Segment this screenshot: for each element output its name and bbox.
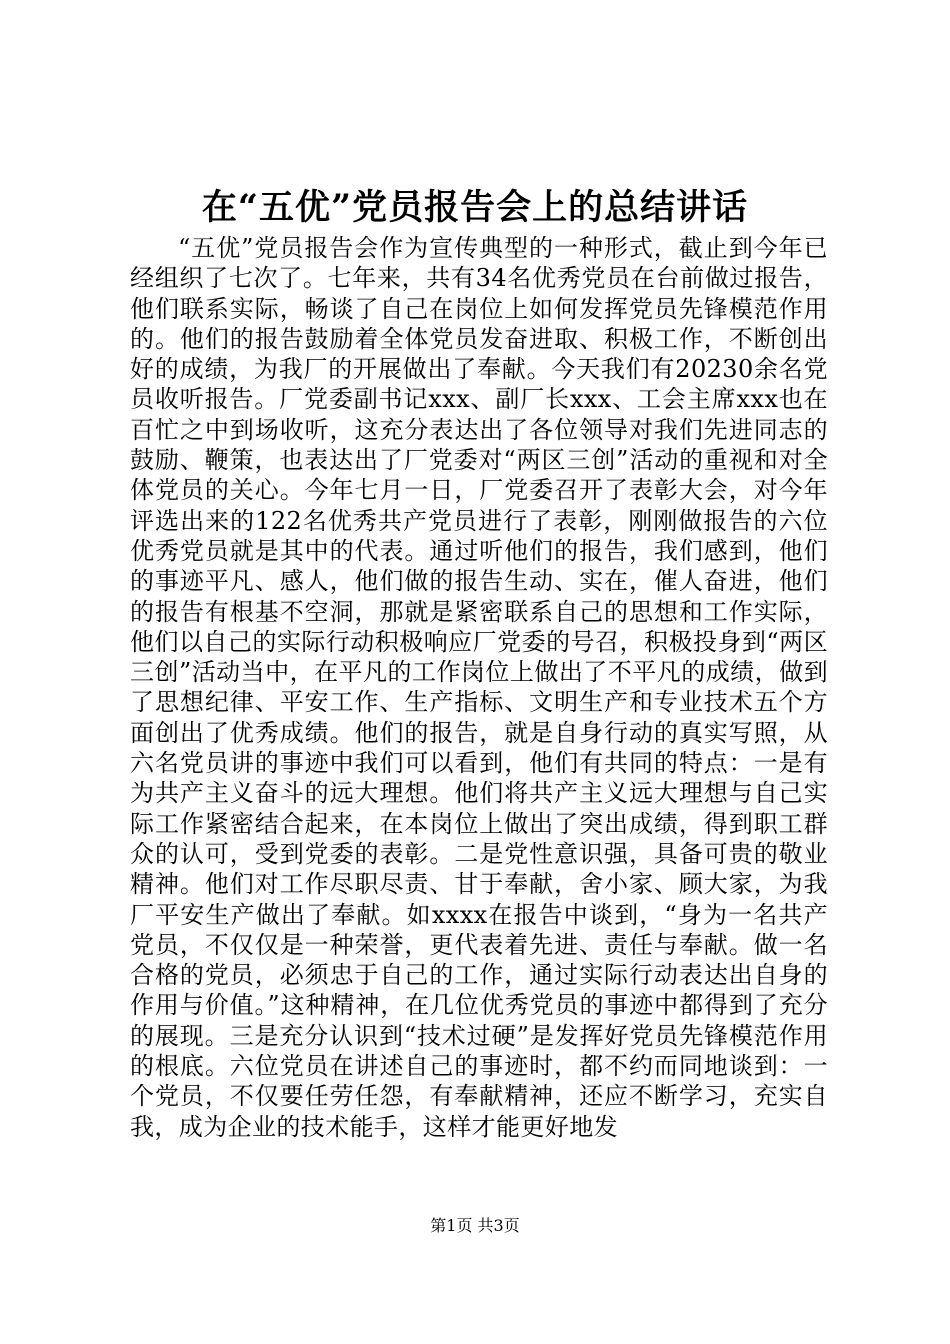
page-number-footer: 第1页 共3页 xyxy=(430,1216,520,1235)
body-paragraph: “五优”党员报告会作为宣传典型的一种形式，截止到今年已经组织了七次了。七年来，共有34名优秀党员在台前做过报告，他们联系实际，畅谈了自己在岗位上如何发挥党员先锋模范作用的。他们的报告鼓励着全体党员发奋进取、积极工作，不断创出好的成绩，为我厂的开展做出了奉献。今天我们有20230余名党员收听报告。厂党委副书记xxx、副厂长xxx、工会主席xxx也在百忙之中到场收听，这充分表达出了各位领导对我们先进同志的鼓励、鞭策，也表达出了厂党委对“两区三创”活动的重视和对全体党员的关心。今年七月一日，厂党委召开了表彰大会，对今年评选出来的122名优秀共产党员进行了表彰，刚刚做报告的六位优秀党员就是其中的代表。通过听他们的报告，我们感到，他们的事迹平凡、感人，他们做的报告生动、实在，催人奋进，他们的报告有根基不空洞，那就是紧密联系自己的思想和工作实际，他们以自己的实际行动积极响应厂党委的号召，积极投身到“两区三创”活动当中，在平凡的工作岗位上做出了不平凡的成绩，做到了思想纪律、平安工作、生产指标、文明生产和专业技术五个方面创出了优秀成绩。他们的报告，就是自身行动的真实写照，从六名党员讲的事迹中我们可以看到，他们有共同的特点：一是有为共产主义奋斗的远大理想。他们将共产主义远大理想与自己实际工作紧密结合起来，在本岗位上做出了突出成绩，得到职工群众的认可，受到党委的表彰。二是党性意识强，具备可贵的敬业精神。他们对工作尽职尽责、甘于奉献，舍小家、顾大家，为我厂平安生产做出了奉献。如xxxx在报告中谈到，“身为一名共产党员，不仅仅是一种荣誉，更代表着先进、责任与奉献。做一名合格的党员，必须忠于自己的工作，通过实际行动表达出自身的作用与价值。”这种精神，在几位优秀党员的事迹中都得到了充分的展现。三是充分认识到“技术过硬”是发挥好党员先锋模范作用的根底。六位党员在讲述自己的事迹时，都不约而同地谈到：一个党员，不仅要任劳任怨，有奉献精神，还应不断学习，充实自我，成为企业的技术能手，这样才能更好地发 xyxy=(130,234,828,1141)
document-title: 在“五优”党员报告会上的总结讲话 xyxy=(201,187,749,228)
